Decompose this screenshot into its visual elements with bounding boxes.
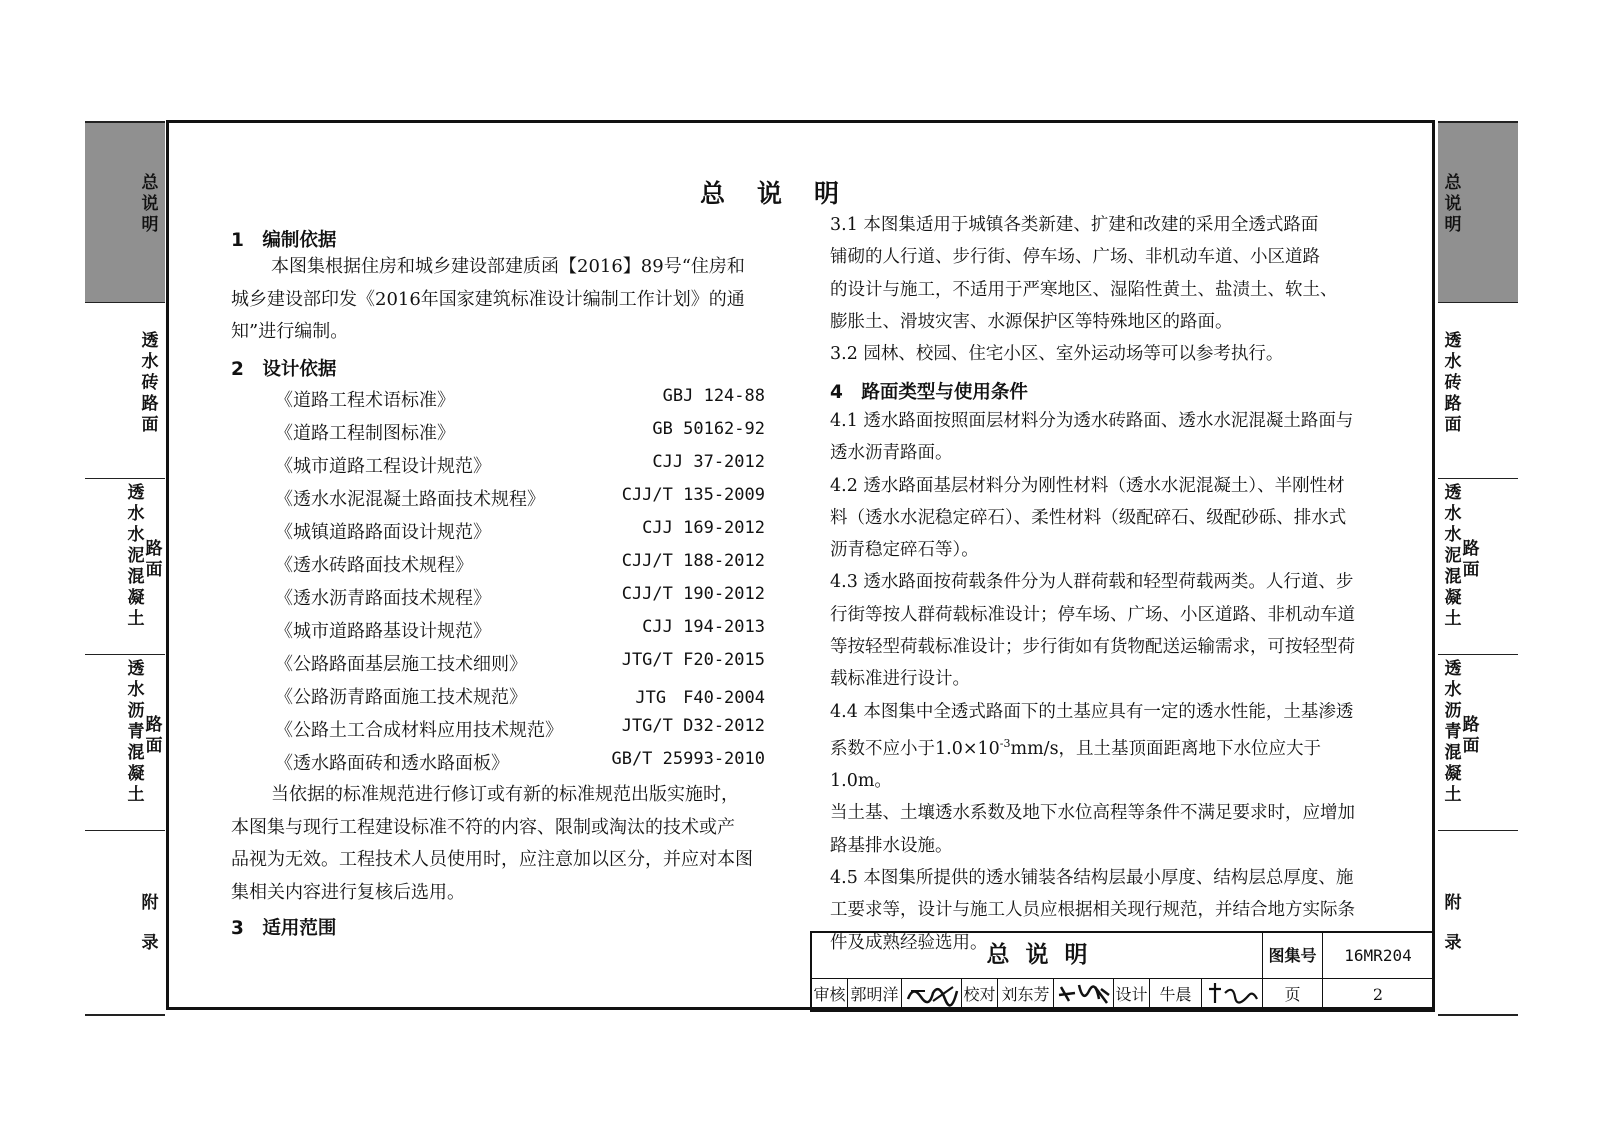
side-tab-label: 附录 xyxy=(141,893,159,953)
text-line xyxy=(830,728,1370,797)
standard-name: 《透水砖路面技术规程》 xyxy=(275,555,473,576)
reviewer-name: 郭明洋 xyxy=(848,979,902,1010)
standard-row xyxy=(275,518,765,550)
side-tab-label: 总说明 xyxy=(141,173,159,235)
standard-code: CJJ 169-2012 xyxy=(642,518,765,538)
section-2-heading: 2 设计依据 xyxy=(231,359,337,380)
standard-code: JTG/T F20-2015 xyxy=(621,650,765,670)
side-tab-label: 透水沥青混凝土 xyxy=(127,659,145,805)
side-tab-general[interactable] xyxy=(1438,123,1518,303)
checker-name: 刘东芳 xyxy=(998,979,1054,1010)
text-line: 透水沥青路面。 xyxy=(830,443,953,464)
side-tab-concrete[interactable] xyxy=(1438,479,1518,655)
standard-name: 《道路工程术语标准》 xyxy=(275,390,455,411)
side-tab-sublabel: 路面 xyxy=(1462,715,1480,756)
standard-code: CJJ/T 190-2012 xyxy=(621,584,765,604)
standard-code: JTG/T D32-2012 xyxy=(621,716,765,736)
section-3-heading: 3 适用范围 xyxy=(231,918,337,939)
text-line: 3.1 本图集适用于城镇各类新建、扩建和改建的采用全透式路面 xyxy=(830,215,1319,235)
text-line: 路基排水设施。 xyxy=(830,835,953,856)
section-3-body xyxy=(830,209,1370,370)
text-fragment: 系数不应小于1.0×10 xyxy=(830,738,1000,759)
side-tab-label: 透水水泥混凝土 xyxy=(1444,483,1462,629)
standard-name: 《城市道路工程设计规范》 xyxy=(275,456,491,477)
standard-row xyxy=(275,683,765,715)
text-line: 料（透水水泥稳定碎石）、柔性材料（级配碎石、级配砂砾、排水式 xyxy=(830,507,1347,528)
text-line: 载标准进行设计。 xyxy=(830,669,970,690)
right-side-tabs xyxy=(1438,121,1518,1016)
signature-image xyxy=(1203,979,1261,1008)
standard-code: GBJ 124-88 xyxy=(662,386,765,406)
text-line: 工要求等，设计与施工人员应根据相关现行规范，并结合地方实际条 xyxy=(830,900,1355,921)
text-line: 品视为无效。工程技术人员使用时，应注意加以区分，并应对本图 xyxy=(231,849,753,870)
standard-row xyxy=(275,749,765,781)
text-line: 沥青稳定碎石等）。 xyxy=(830,540,979,561)
design-label: 设计 xyxy=(1114,979,1150,1010)
text-line: 的设计与施工，不适用于严寒地区、湿陷性黄土、盐渍土、软土、 xyxy=(830,279,1338,300)
text-line: 4.5 本图集所提供的透水铺装各结构层最小厚度、结构层总厚度、施 xyxy=(830,867,1354,888)
standard-name: 《公路土工合成材料应用技术规范》 xyxy=(275,720,563,741)
text-line: 当土基、土壤透水系数及地下水位高程等条件不满足要求时，应增加 xyxy=(830,803,1355,824)
standard-code: GB 50162-92 xyxy=(652,419,765,439)
standard-code: JTG F40-2004 xyxy=(635,688,765,708)
section-4-body xyxy=(830,405,1370,959)
section-4-heading: 4 路面类型与使用条件 xyxy=(830,382,1028,403)
page-label: 页 xyxy=(1263,979,1323,1010)
standard-name: 《公路路面基层施工技术细则》 xyxy=(275,654,527,675)
standard-row xyxy=(275,485,765,517)
left-side-tabs xyxy=(85,121,165,1016)
text-line: 铺砌的人行道、步行街、停车场、广场、非机动车道、小区道路 xyxy=(830,247,1320,268)
side-tab-concrete[interactable] xyxy=(85,479,165,655)
text-line: 件及成熟经验选用。 xyxy=(830,932,988,953)
checker-signature xyxy=(1054,979,1114,1010)
side-tab-sublabel: 路面 xyxy=(145,715,163,756)
standard-row xyxy=(275,584,765,616)
side-tab-label: 透水沥青混凝土 xyxy=(1444,659,1462,805)
standard-row xyxy=(275,551,765,583)
standard-name: 《城市道路路基设计规范》 xyxy=(275,621,491,642)
signature-image xyxy=(1055,979,1113,1008)
atlas-no-value: 16MR204 xyxy=(1344,946,1412,965)
title-block-title: 总说明 xyxy=(812,933,1263,978)
side-tab-label: 总说明 xyxy=(1444,173,1462,235)
standard-name: 《透水沥青路面技术规程》 xyxy=(275,588,491,609)
text-line: 3.2 园林、校园、住宅小区、室外运动场等可以参考执行。 xyxy=(830,344,1284,365)
side-tab-label: 透水砖路面 xyxy=(1444,331,1462,435)
reviewer-signature xyxy=(902,979,962,1010)
title-block-top-row xyxy=(812,933,1433,979)
standard-row xyxy=(275,419,765,451)
text-line: 城乡建设部印发《2016年国家建筑标准设计编制工作计划》的通 xyxy=(231,288,745,310)
standard-name: 《公路沥青路面施工技术规范》 xyxy=(275,687,527,708)
side-tab-general[interactable] xyxy=(85,123,165,303)
text-line: 本图集根据住房和城乡建设部建质函【2016】89号“住房和 xyxy=(271,256,745,277)
standard-name: 《透水水泥混凝土路面技术规程》 xyxy=(275,489,545,510)
standard-name: 《道路工程制图标准》 xyxy=(275,423,455,444)
title-block xyxy=(810,931,1435,1012)
side-tab-brick[interactable] xyxy=(85,303,165,479)
page-number: 2 xyxy=(1372,985,1384,1004)
side-tab-appendix[interactable] xyxy=(85,831,165,1012)
side-tab-sublabel: 路面 xyxy=(145,539,163,580)
standard-code: CJJ 194-2013 xyxy=(642,617,765,637)
text-line: 4.2 透水路面基层材料分为刚性材料（透水水泥混凝土）、半刚性材 xyxy=(830,475,1345,496)
side-tab-asphalt[interactable] xyxy=(1438,655,1518,831)
side-tab-sublabel: 路面 xyxy=(1462,539,1480,580)
text-line: 知”进行编制。 xyxy=(231,321,349,342)
text-line: 4.4 本图集中全透式路面下的土基应具有一定的透水性能，土基渗透 xyxy=(830,701,1354,722)
standard-code: CJJ/T 188-2012 xyxy=(621,551,765,571)
designer-signature xyxy=(1202,979,1263,1010)
text-line: 4.3 透水路面按荷载条件分为人群荷载和轻型荷载两类。人行道、步 xyxy=(830,572,1354,593)
standard-row xyxy=(275,386,765,418)
text-fragment: mm/s，且土基顶面距离地下水位应大于1.0m。 xyxy=(830,738,1322,792)
signature-image xyxy=(903,979,961,1008)
text-line: 当依据的标准规范进行修订或有新的标准规范出版实施时， xyxy=(271,784,739,805)
side-tab-asphalt[interactable] xyxy=(85,655,165,831)
standard-code: CJJ/T 135-2009 xyxy=(621,485,765,505)
standard-row xyxy=(275,716,765,748)
superscript: -3 xyxy=(999,736,1011,750)
standard-row xyxy=(275,650,765,682)
check-label: 校对 xyxy=(962,979,998,1010)
text-line: 本图集与现行工程建设标准不符的内容、限制或淘汰的技术或产 xyxy=(231,816,735,838)
side-tab-brick[interactable] xyxy=(1438,303,1518,479)
atlas-no-label: 图集号 xyxy=(1263,933,1323,978)
standard-row xyxy=(275,617,765,649)
standard-code: GB/T 25993-2010 xyxy=(611,749,765,769)
designer-name: 牛晨 xyxy=(1150,979,1202,1010)
standard-code: CJJ 37-2012 xyxy=(652,452,765,472)
side-tab-label: 透水砖路面 xyxy=(141,331,159,435)
section-1-heading: 1 编制依据 xyxy=(231,230,337,251)
standard-name: 《城镇道路路面设计规范》 xyxy=(275,522,491,543)
side-tab-label: 附录 xyxy=(1444,893,1462,953)
text-line: 等按轻型荷载标准设计；步行街如有货物配送运输需求，可按轻型荷 xyxy=(830,637,1355,658)
section-1-body xyxy=(231,251,771,349)
title-block-sign-row xyxy=(812,979,1433,1010)
side-tab-label: 透水水泥混凝土 xyxy=(127,483,145,629)
standard-row xyxy=(275,452,765,484)
text-line: 膨胀土、滑坡灾害、水源保护区等特殊地区的路面。 xyxy=(830,311,1233,332)
section-2-closing xyxy=(231,779,776,909)
page-title: 总说明 xyxy=(700,179,872,208)
side-tab-appendix[interactable] xyxy=(1438,831,1518,1012)
text-line: 4.1 透水路面按照面层材料分为透水砖路面、透水水泥混凝土路面与 xyxy=(830,411,1354,431)
text-line: 集相关内容进行复核后选用。 xyxy=(231,881,465,903)
standard-name: 《透水路面砖和透水路面板》 xyxy=(275,753,509,774)
text-line: 行街等按人群荷载标准设计；停车场、广场、小区道路、非机动车道 xyxy=(830,604,1355,625)
review-label: 审核 xyxy=(812,979,848,1010)
